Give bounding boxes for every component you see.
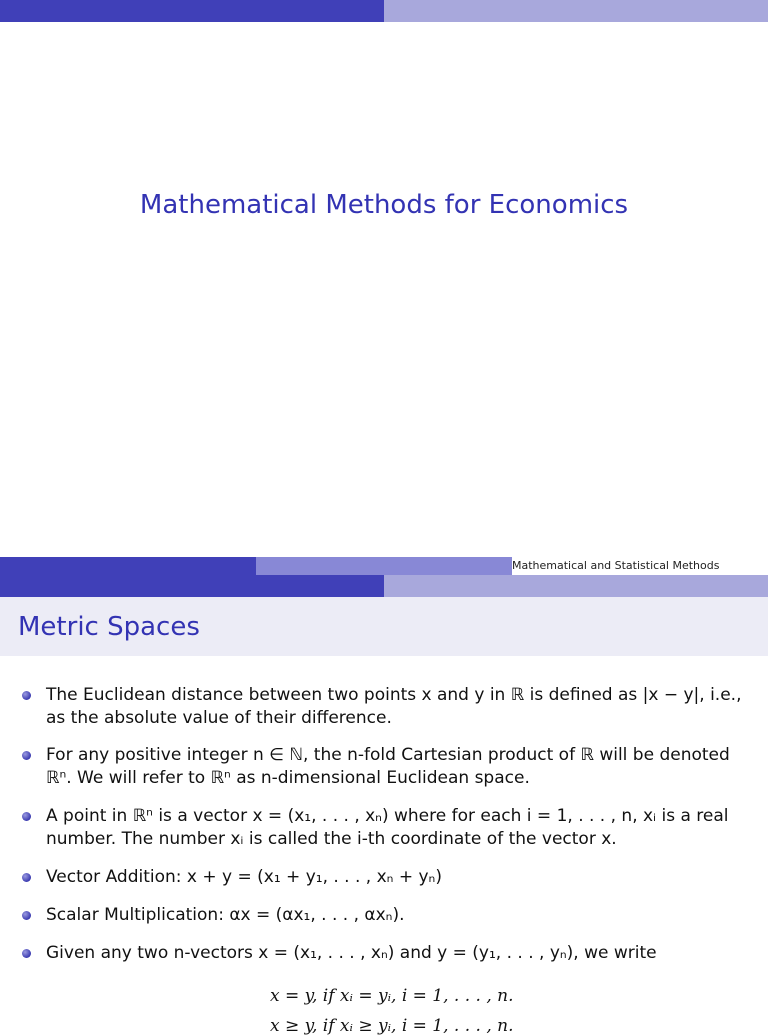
footer-label: Mathematical and Statistical Methods [512,557,768,575]
top-header-bar-left [0,0,384,22]
list-item: The Euclidean distance between two points x and y in ℝ is defined as |x − y|, i.e., as the absolute value of their difference. [46,684,746,730]
presentation-title: Mathematical Methods for Economics [139,190,629,220]
bullet-icon [22,691,31,700]
inequality-definition-partial: x ≥ y, if xᵢ ≥ yᵢ, i = 1, . . . , n. [270,1016,514,1036]
bullet-icon [22,911,31,920]
bullet-icon [22,949,31,958]
slide2-header-bar-left [0,575,384,597]
frame-title: Metric Spaces [18,612,200,642]
top-header-bar-right [384,0,768,22]
list-item: Vector Addition: x + y = (x₁ + y₁, . . . , xₙ + yₙ) [46,866,746,889]
list-item: A point in ℝⁿ is a vector x = (x₁, . . . , xₙ) where for each i = 1, . . . , n, xᵢ is a real number. The number xᵢ is called the i-th coordinate of the vector x. [46,805,746,851]
footer-bar-left [0,557,256,575]
list-item: Scalar Multiplication: αx = (αx₁, . . . , αxₙ). [46,904,746,927]
slide2-header-bar-right [384,575,768,597]
bullet-icon [22,873,31,882]
bullet-icon [22,812,31,821]
list-item: Given any two n-vectors x = (x₁, . . . , xₙ) and y = (y₁, . . . , yₙ), we write [46,942,746,965]
bullet-icon [22,751,31,760]
equality-definition: x = y, if xᵢ = yᵢ, i = 1, . . . , n. [270,986,514,1006]
list-item: For any positive integer n ∈ ℕ, the n-fold Cartesian product of ℝ will be denoted ℝⁿ. We will refer to ℝⁿ as n-dimensional Euclidean space. [46,744,746,790]
